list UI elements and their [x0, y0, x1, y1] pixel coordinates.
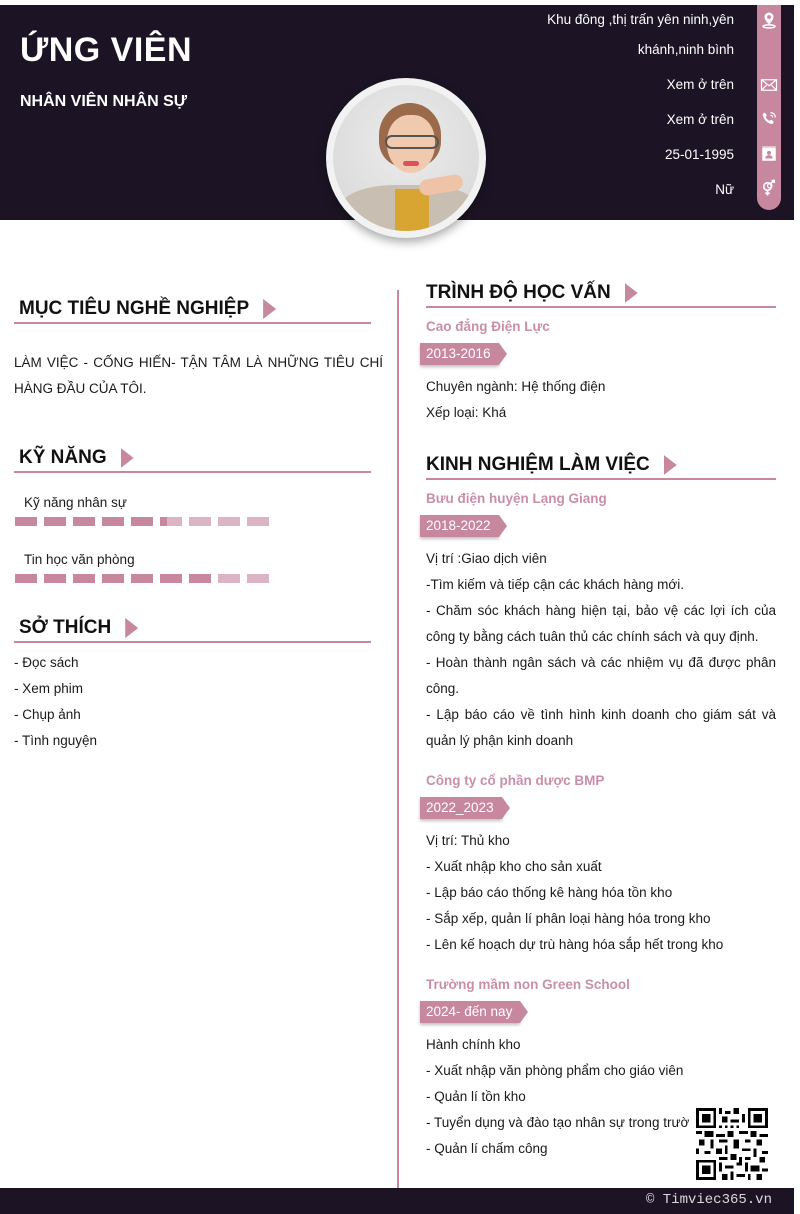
- skill-segment: [189, 574, 211, 583]
- detail-line: - Lập báo cáo về tình hình kinh doanh cho giám sát và quản lý phận kinh doanh: [426, 707, 776, 748]
- contact-address-line1: Khu đông ,thị trấn yên ninh,yên: [547, 12, 734, 27]
- company-name: Bưu điện huyện Lạng Giang: [426, 491, 607, 506]
- detail-line: - Xuất nhập kho cho sản xuất: [426, 859, 602, 874]
- profile-photo: [333, 85, 479, 231]
- section-title-text: MỤC TIÊU NGHỀ NGHIỆP: [19, 298, 250, 319]
- section-rule: [426, 478, 776, 480]
- date-tag: 2022_2023: [420, 797, 502, 819]
- section-rule: [14, 471, 371, 473]
- detail-line: Chuyên ngành: Hệ thống điện: [426, 379, 606, 394]
- arrow-right-icon: [664, 455, 677, 475]
- section-rule: [426, 306, 776, 308]
- location-pin-icon: [759, 10, 779, 30]
- list-item: - Chụp ảnh: [14, 707, 81, 722]
- calendar-person-icon: [759, 144, 779, 164]
- envelope-icon: [759, 75, 779, 95]
- section-title-text: KỸ NĂNG: [19, 447, 107, 468]
- arrow-right-icon: [125, 618, 138, 638]
- skill-name: Tin học văn phòng: [24, 552, 135, 567]
- detail-line: - Quản lí chấm công: [426, 1141, 548, 1156]
- detail-line: Vị trí: Thủ kho: [426, 833, 510, 848]
- date-tag: 2024- đến nay: [420, 1001, 520, 1023]
- detail-line: Hành chính kho: [426, 1037, 521, 1052]
- detail-line: - Hoàn thành ngân sách và các nhiệm vụ đã được phân công.: [426, 655, 776, 696]
- detail-line: - Xuất nhập văn phòng phẩm cho giáo viên: [426, 1063, 684, 1078]
- phone-icon: [759, 109, 779, 129]
- detail-line: - Tuyển dụng và đào tạo nhân sự trong trườ: [426, 1115, 690, 1130]
- contact-birthday: 25-01-1995: [664, 147, 734, 162]
- company-name: Công ty cổ phần dược BMP: [426, 773, 605, 788]
- detail-line: - Lập báo cáo thống kê hàng hóa tồn kho: [426, 885, 673, 900]
- hobbies-list: [14, 650, 97, 754]
- skill-segment: [160, 574, 182, 583]
- skill-segment: [15, 574, 37, 583]
- list-item: - Xem phim: [14, 681, 84, 696]
- education-school: Cao đẳng Điện Lực: [426, 319, 550, 334]
- skill-segment: [102, 574, 124, 583]
- arrow-right-icon: [625, 283, 638, 303]
- skill-segment: [247, 517, 269, 526]
- skill-segment: [73, 517, 95, 526]
- section-title-objective: [19, 298, 276, 320]
- qr-code: [696, 1108, 768, 1180]
- gender-icon: [759, 178, 779, 198]
- detail-line: - Chăm sóc khách hàng hiện tại, bảo vệ các lợi ích của công ty bằng cách tuân thủ các chính sách và quy định.: [426, 603, 776, 644]
- arrow-right-icon: [121, 448, 134, 468]
- section-rule: [14, 641, 371, 643]
- detail-line: Vị trí :Giao dịch viên: [426, 551, 547, 566]
- job-details: [426, 546, 776, 754]
- education-details: [426, 374, 776, 426]
- section-rule: [14, 322, 371, 324]
- contact-phone: Xem ở trên: [666, 112, 734, 127]
- skill-segment: [102, 517, 124, 526]
- job-details: [426, 828, 776, 958]
- skill-segment: [44, 517, 66, 526]
- section-title-skills: [19, 447, 134, 469]
- section-title-experience: [426, 454, 677, 476]
- date-tag: 2013-2016: [420, 343, 499, 365]
- skill-segment: [131, 517, 153, 526]
- section-title-text: KINH NGHIỆM LÀM VIỆC: [426, 454, 650, 475]
- company-name: Trường mầm non Green School: [426, 977, 630, 992]
- skill-level-bar: [15, 574, 269, 583]
- detail-line: - Quản lí tồn kho: [426, 1089, 526, 1104]
- contact-email: Xem ở trên: [666, 77, 734, 92]
- skill-name: Kỹ năng nhân sự: [24, 495, 127, 510]
- candidate-name: ỨNG VIÊN: [20, 31, 193, 69]
- list-item: - Đọc sách: [14, 655, 79, 670]
- skill-segment: [131, 574, 153, 583]
- detail-line: Xếp loại: Khá: [426, 405, 507, 420]
- skill-segment: [247, 574, 269, 583]
- detail-line: -Tìm kiếm và tiếp cận các khách hàng mới.: [426, 577, 684, 592]
- section-title-hobbies: [19, 617, 138, 639]
- footer-bar: [0, 1188, 794, 1214]
- date-tag: 2018-2022: [420, 515, 499, 537]
- skill-segment: [189, 517, 211, 526]
- section-title-text: SỞ THÍCH: [19, 617, 112, 638]
- job-title: NHÂN VIÊN NHÂN SỰ: [20, 93, 188, 110]
- contact-gender: Nữ: [715, 182, 734, 197]
- footer-copyright: © Timviec365.vn: [645, 1192, 772, 1208]
- section-title-education: [426, 282, 638, 304]
- skill-segment: [218, 574, 240, 583]
- objective-text: LÀM VIỆC - CỐNG HIẾN- TẬN TÂM LÀ NHỮNG TIÊU CHÍ HÀNG ĐẦU CỦA TÔI.: [14, 355, 383, 396]
- contact-address-line2: khánh,ninh bình: [637, 42, 734, 57]
- skill-segment: [15, 517, 37, 526]
- avatar: [326, 78, 486, 238]
- column-divider: [397, 290, 399, 1188]
- arrow-right-icon: [263, 299, 276, 319]
- skill-segment: [160, 517, 182, 526]
- skill-segment: [73, 574, 95, 583]
- detail-line: - Lên kế hoạch dự trù hàng hóa sắp hết trong kho: [426, 937, 724, 952]
- detail-line: - Sắp xếp, quản lí phân loại hàng hóa trong kho: [426, 911, 711, 926]
- list-item: - Tình nguyện: [14, 733, 98, 748]
- section-title-text: TRÌNH ĐỘ HỌC VẤN: [426, 282, 611, 303]
- skill-level-bar: [15, 517, 269, 526]
- skill-segment: [218, 517, 240, 526]
- skill-segment: [44, 574, 66, 583]
